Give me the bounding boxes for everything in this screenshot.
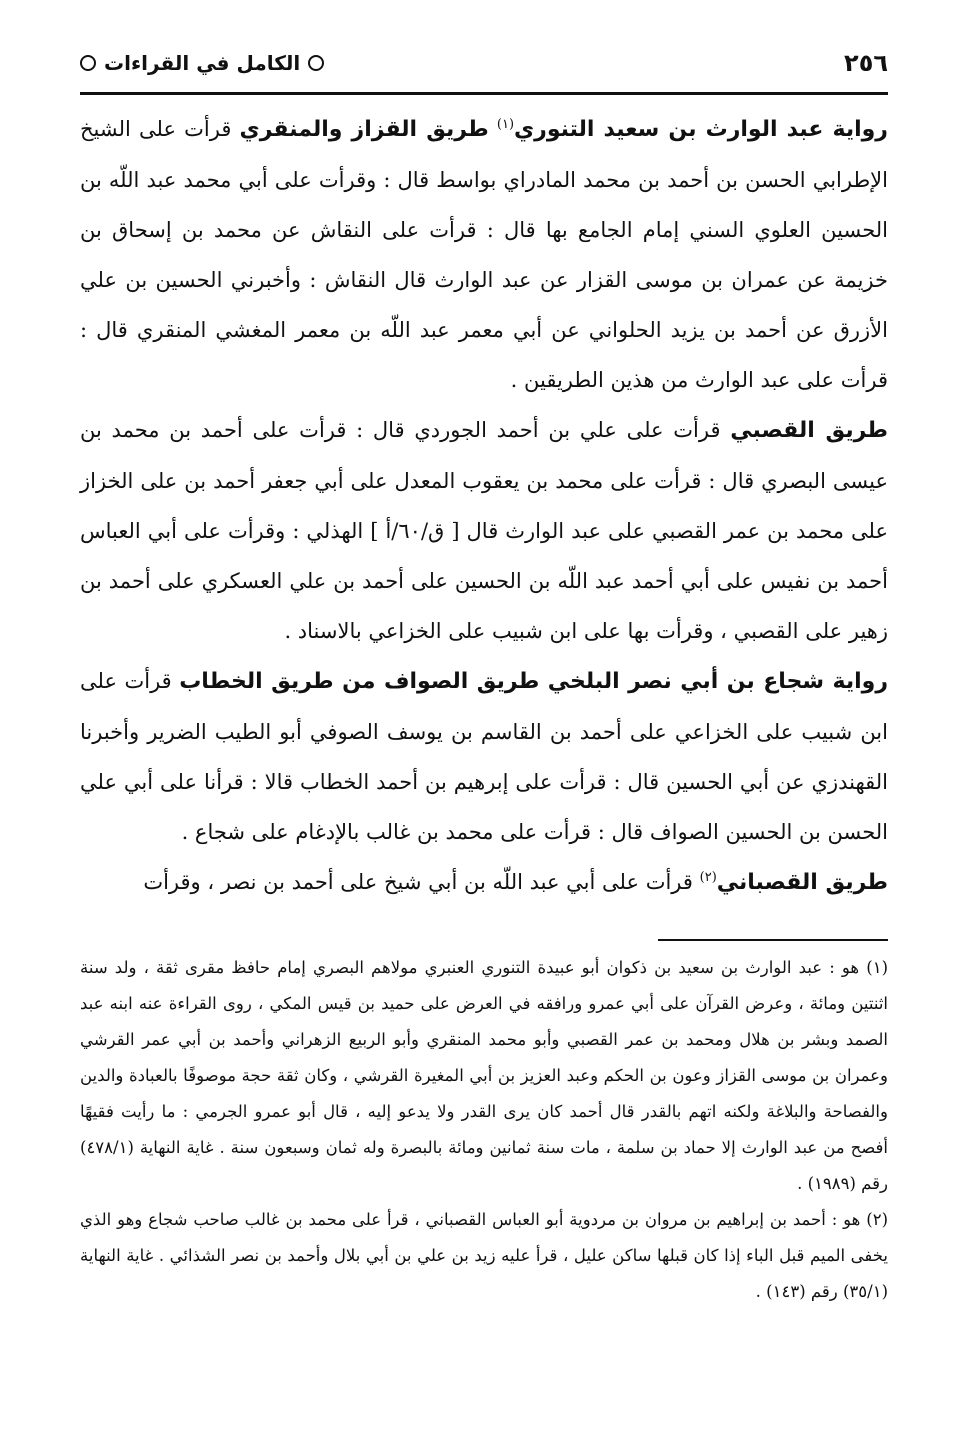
footnotes [80, 950, 888, 1310]
paragraph [80, 857, 888, 908]
paragraph [80, 104, 888, 405]
footnote-marker: (٢) [699, 870, 717, 885]
main-text [80, 104, 888, 908]
running-title [80, 51, 324, 75]
footnote-marker: (١) [496, 117, 515, 132]
page-header [80, 40, 888, 86]
circle-ornament-icon [80, 55, 96, 71]
paragraph-heading: رواية عبد الوارث بن سعيد التنوري [514, 117, 888, 142]
paragraph-heading: رواية شجاع بن أبي نصر البلخي طريق الصواف من طريق الخطاب [179, 669, 888, 694]
paragraph-text: قرأت على ابن شبيب على الخزاعي على أحمد بن القاسم بن يوسف الصوفي أبو الطيب الضرير وأخبرنا القهندزي عن أبي الحسين قال : قرأت على إبرهيم بن أحمد الخطاب قالا : قرأنا على أبي علي الحسن بن الحسين الصواف قال : قرأت على محمد بن غالب بالإدغام على شجاع . [80, 669, 888, 844]
running-title-text: الكامل في القراءات [104, 51, 301, 75]
page-number: ٢٥٦ [844, 49, 888, 77]
paragraph [80, 656, 888, 857]
paragraph-text: قرأت على الشيخ الإطرابي الحسن بن أحمد بن محمد المادراي بواسط قال : وقرأت على أبي محمد عبد اللّه بن الحسين العلوي السني إمام الجامع بها قال : قرأت على النقاش عن محمد بن إسحاق بن خزيمة عن عمران بن موسى القزار عن عبد الوارث قال النقاش : وأخبرني الحسين بن علي الأزرق عن أحمد بن يزيد الحلواني عن أبي معمر عبد اللّه بن معمر المغشي المنقري قال : قرأت على عبد الوارث من هذين الطريقين . [80, 117, 888, 392]
paragraph-text: قرأت على علي بن أحمد الجوردي قال : قرأت على أحمد بن محمد بن عيسى البصري قال : قرأت على محمد بن يعقوب المعدل على أبي جعفر أحمد بن على الخزاز على محمد بن عمر القصبي على عبد الوارث قال [ ق/٦٠/أ ] الهذلي : وقرأت على أبي العباس أحمد بن نفيس على أبي أحمد عبد اللّه بن الحسين على أحمد بن علي العسكري على أحمد بن زهير على القصبي ، وقرأت بها على ابن شبيب على الخزاعي بالاسناد . [80, 418, 888, 643]
circle-ornament-icon [308, 55, 324, 71]
footnote-rule [658, 939, 888, 941]
paragraph-text: قرأت على أبي عبد اللّه بن أبي شيخ على أحمد بن نصر ، وقرأت [143, 870, 693, 894]
paragraph-heading: طريق القصبي [730, 418, 888, 443]
paragraph-heading: طريق القصباني [716, 870, 888, 895]
paragraph-heading: طريق القزاز والمنقري [239, 117, 489, 142]
footnote: (٢) هو : أحمد بن إبراهيم بن مروان بن مردوية أبو العباس القصباني ، قرأ على محمد بن غالب صاحب شجاع وهو الذي يخفى الميم قبل الباء إذا كان قبلها ساكن عليل ، قرأ عليه زيد بن علي بن أبي بلال وأحمد بن نصر الشذائي . غاية النهاية (٣٥/١) رقم (١٤٣) . [80, 1210, 888, 1301]
header-rule [80, 92, 888, 95]
paragraph [80, 405, 888, 656]
footnote: (١) هو : عبد الوارث بن سعيد بن ذكوان أبو عبيدة التنوري العنبري مولاهم البصري إمام حافظ مقرى ثقة ، ولد سنة اثنتين ومائة ، وعرض القرآن على أبي عمرو ورافقه في العرض على حميد بن قيس المكي ، روى القراءة عنه ابنه عبد الصمد وبشر بن هلال ومحمد بن عمر القصبي وأبو محمد المنقري وأبو الربيع الزهراني وأحمد بن أبي عمر القرشي وعمران بن موسى القزاز وعون بن الحكم وعبد العزيز بن أبي المغيرة القرشي ، وكان ثقة حجة موصوفًا بالعبادة والدين والفصاحة والبلاغة ولكنه اتهم بالقدر قال أحمد كان يرى القدر ولا يدعو إليه ، قال أبو عمرو الجرمي : ما رأيت فقيهًا أفصح من عبد الوارث إلا حماد بن سلمة ، مات سنة ثمانين ومائة بالبصرة وله ثمان وسبعون سنة . غاية النهاية (٤٧٨/١) رقم (١٩٨٩) . [80, 958, 888, 1193]
